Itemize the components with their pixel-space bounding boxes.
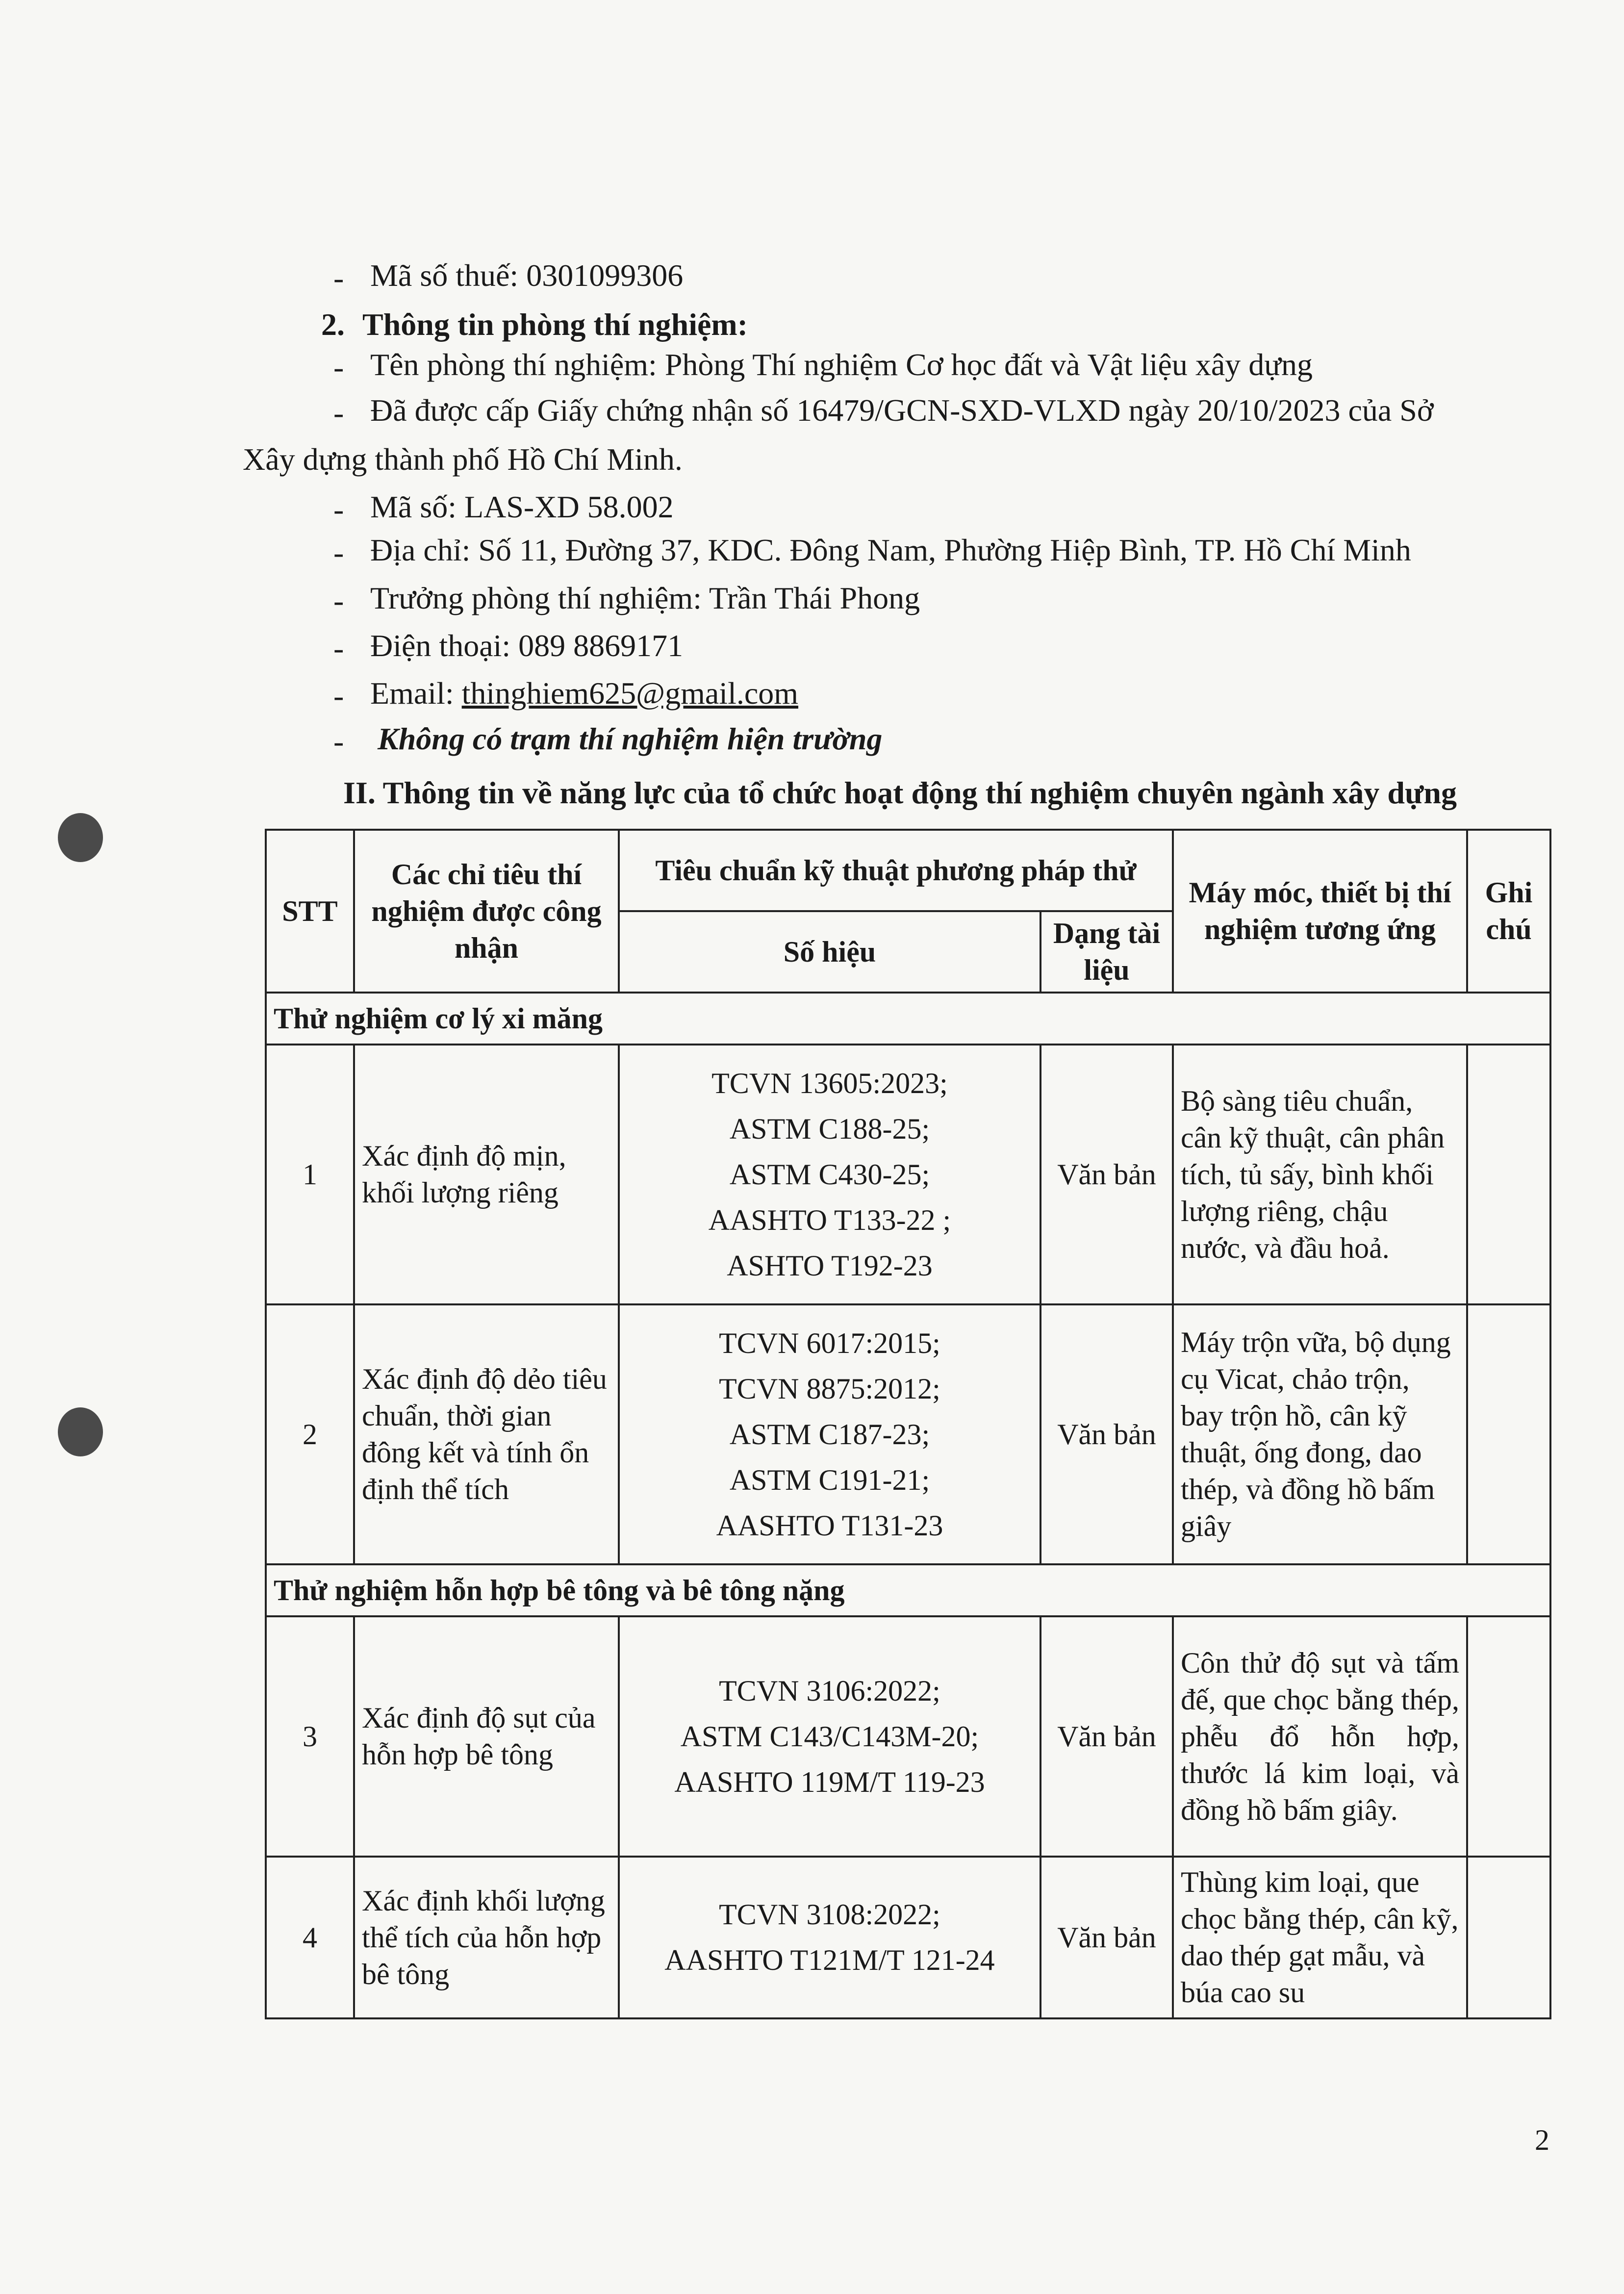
row-equipment: Máy trộn vữa, bộ dụng cụ Vicat, chảo trộn, bay trộn hồ, cân kỹ thuật, ống đong, dao thép, và đồng hồ bấm giây	[1173, 1304, 1467, 1564]
table-row	[266, 1857, 1550, 2018]
header-equipment: Máy móc, thiết bị thí nghiệm tương ứng	[1173, 830, 1467, 993]
bullet-dash: -	[333, 631, 344, 665]
punch-hole-top	[58, 813, 103, 862]
row-equipment: Côn thử độ sụt và tấm đế, que chọc bằng thép, phễu đổ hỗn hợp, thước lá kim loại, và đồng hồ bấm giây.	[1173, 1616, 1467, 1857]
row-equipment: Thùng kim loại, que chọc bằng thép, cân kỹ, dao thép gạt mẫu, và búa cao su	[1173, 1857, 1467, 2018]
bullet-dash: -	[333, 535, 344, 570]
row-standards	[619, 1616, 1040, 1857]
row-criteria: Xác định độ dẻo tiêu chuẩn, thời gian đông kết và tính ổn định thể tích	[354, 1304, 619, 1564]
standard-item: AASHTO 119M/T 119-23	[674, 1765, 985, 1798]
standard-item: AASHTO T133-22 ;	[708, 1203, 951, 1236]
header-note: Ghi chú	[1467, 830, 1550, 993]
bullet-dash: -	[333, 678, 344, 713]
punch-hole-bottom	[58, 1407, 103, 1456]
standard-item: TCVN 6017:2015;	[719, 1326, 940, 1359]
standard-item: ASTM C187-23;	[729, 1418, 930, 1451]
row-stt: 4	[266, 1857, 354, 2018]
lab-email	[370, 678, 798, 709]
row-note	[1467, 1616, 1550, 1857]
bullet-dash: -	[333, 350, 344, 384]
row-doctype: Văn bản	[1040, 1857, 1173, 2018]
row-standards	[619, 1304, 1040, 1564]
row-stt: 3	[266, 1616, 354, 1857]
lab-phone: Điện thoại: 089 8869171	[370, 628, 684, 663]
lab-head: Trưởng phòng thí nghiệm: Trần Thái Phong	[370, 581, 920, 615]
row-equipment: Bộ sàng tiêu chuẩn, cân kỹ thuật, cân phân tích, tủ sấy, bình khối lượng riêng, chậu nước, và đầu hoả.	[1173, 1045, 1467, 1304]
standard-item: TCVN 8875:2012;	[719, 1372, 940, 1405]
table-row	[266, 1616, 1550, 1857]
section-2-number: 2.	[321, 307, 345, 342]
row-criteria: Xác định độ sụt của hỗn hợp bê tông	[354, 1616, 619, 1857]
standard-item: ASTM C191-21;	[729, 1463, 930, 1496]
row-criteria: Xác định khối lượng thể tích của hỗn hợp bê tông	[354, 1857, 619, 2018]
table-header-row	[266, 830, 1550, 911]
row-stt: 2	[266, 1304, 354, 1564]
header-standard: Tiêu chuẩn kỹ thuật phương pháp thử	[619, 830, 1173, 911]
row-doctype: Văn bản	[1040, 1616, 1173, 1857]
bullet-dash: -	[333, 395, 344, 430]
section-2-heading	[321, 309, 748, 340]
row-doctype: Văn bản	[1040, 1045, 1173, 1304]
row-note	[1467, 1857, 1550, 2018]
group-cement: Thử nghiệm cơ lý xi măng	[266, 993, 1550, 1045]
bullet-dash: -	[333, 724, 344, 759]
capability-table	[265, 829, 1551, 2019]
standard-item: ASTM C430-25;	[729, 1158, 930, 1191]
table-row	[266, 1304, 1550, 1564]
row-stt: 1	[266, 1045, 354, 1304]
section-II-heading: II. Thông tin về năng lực của tổ chức hoạt động thí nghiệm chuyên ngành xây dựng	[343, 775, 1457, 810]
row-note	[1467, 1304, 1550, 1564]
lab-address: Địa chỉ: Số 11, Đường 37, KDC. Đông Nam, Phường Hiệp Bình, TP. Hồ Chí Minh	[370, 533, 1411, 567]
standard-item: ASTM C143/C143M-20;	[680, 1720, 979, 1753]
email-label: Email:	[370, 676, 462, 711]
row-standards	[619, 1857, 1040, 2018]
header-number: Số hiệu	[619, 911, 1040, 993]
standard-item: TCVN 3106:2022;	[719, 1674, 940, 1707]
bullet-dash: -	[333, 260, 344, 295]
standard-item: ASTM C188-25;	[729, 1112, 930, 1145]
group-concrete: Thử nghiệm hỗn hợp bê tông và bê tông nặng	[266, 1564, 1550, 1616]
no-field-station: Không có trạm thí nghiệm hiện trường	[378, 721, 883, 756]
header-doctype: Dạng tài liệu	[1040, 911, 1173, 993]
lab-code: Mã số: LAS-XD 58.002	[370, 489, 674, 524]
row-note	[1467, 1045, 1550, 1304]
tax-code: Mã số thuế: 0301099306	[370, 258, 684, 293]
lab-name: Tên phòng thí nghiệm: Phòng Thí nghiệm Cơ học đất và Vật liệu xây dựng	[370, 347, 1313, 382]
row-standards	[619, 1045, 1040, 1304]
standard-item: AASHTO T131-23	[716, 1509, 943, 1542]
table-row	[266, 1045, 1550, 1304]
email-link[interactable]: thinghiem625@gmail.com	[461, 676, 799, 711]
section-2-title: Thông tin phòng thí nghiệm:	[362, 307, 748, 342]
standard-item: AASHTO T121M/T 121-24	[664, 1944, 995, 1976]
group-row	[266, 993, 1550, 1045]
row-doctype: Văn bản	[1040, 1304, 1173, 1564]
page-number: 2	[1535, 2124, 1549, 2156]
certificate-line-1: Đã được cấp Giấy chứng nhận số 16479/GCN-SXD-VLXD ngày 20/10/2023 của Sở	[370, 393, 1434, 428]
group-row	[266, 1564, 1550, 1616]
bullet-dash: -	[333, 583, 344, 618]
header-criteria: Các chỉ tiêu thí nghiệm được công nhận	[354, 830, 619, 993]
bullet-dash: -	[333, 492, 344, 527]
certificate-line-2: Xây dựng thành phố Hồ Chí Minh.	[243, 442, 683, 477]
header-stt: STT	[266, 830, 354, 993]
standard-item: ASHTO T192-23	[727, 1249, 933, 1282]
standard-item: TCVN 3108:2022;	[719, 1898, 940, 1931]
row-criteria: Xác định độ mịn, khối lượng riêng	[354, 1045, 619, 1304]
standard-item: TCVN 13605:2023;	[711, 1067, 948, 1099]
